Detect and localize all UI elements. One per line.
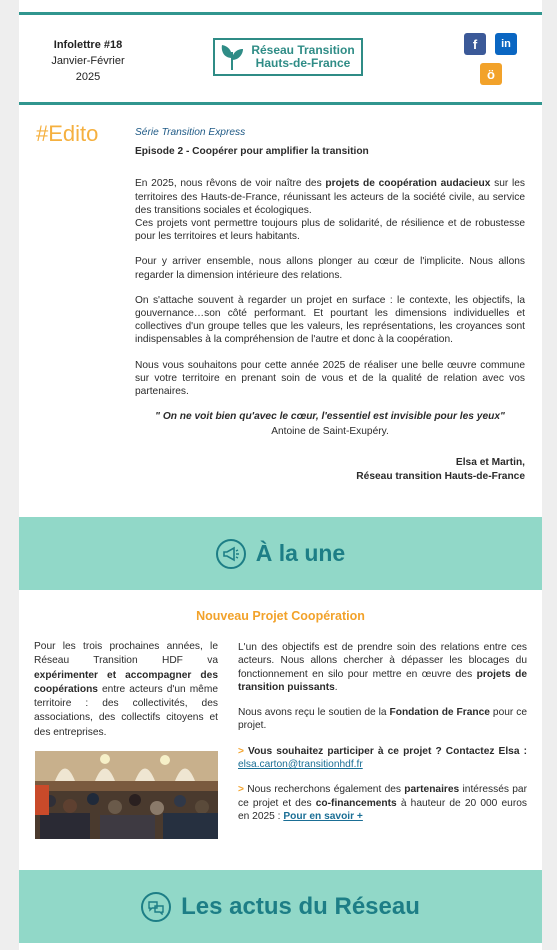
episode-title: Episode 2 - Coopérer pour amplifier la transition (135, 146, 369, 158)
edito-paragraph-3: On s'attache souvent à regarder un projet en surface : le contexte, les objectifs, la gouvernance…son côté performant. Et pourtant les dimensions individuelles et collectives d'un groupe telles que les valeurs, les représentations, les croyances sont indispensables à la compréhension de l'autre et donc à la coopération. (135, 294, 525, 346)
odnoklassniki-icon[interactable]: ö (480, 63, 502, 85)
quote: " On ne voit bien qu'avec le cœur, l'essentiel est invisible pour les yeux" (155, 411, 505, 423)
project-paragraph-2: Nous avons reçu le soutien de la Fondation de France pour ce projet. (238, 707, 528, 732)
linkedin-icon[interactable]: in (495, 33, 517, 55)
section-title: Les actus du Réseau (181, 892, 420, 920)
signature-names: Elsa et Martin, (455, 456, 525, 468)
logo-line-1: Réseau Transition (251, 43, 355, 57)
project-photo (35, 751, 218, 839)
signature (135, 456, 525, 484)
issue-number: Infolettre #18 (53, 39, 123, 51)
project-details (238, 641, 527, 835)
contact-email-link[interactable]: elsa.carton@transitionhdf.fr (238, 759, 363, 771)
section-header-actus (19, 870, 542, 943)
chevron-right-icon: > (238, 784, 244, 796)
chevron-right-icon: > (238, 745, 244, 757)
edito-section (135, 126, 525, 484)
project-intro: Pour les trois prochaines années, le Réseau Transition HDF va expérimenter et accompagner des coopérations entre acteurs d'un même territoire : des collectivités, des associations, des collectifs citoyens et des entreprises. (34, 641, 218, 738)
project-paragraph-1: L'un des objectifs est de prendre soin des relations entre ces acteurs. Nous allons chercher à dépasser les blocages du fonctionnement en silo pour mettre en œuvre des projets de transition puissants. (238, 642, 528, 693)
edito-paragraph-1: En 2025, nous rêvons de voir naître des projets de coopération audacieux sur les territoires des Hauts-de-France, réunissant les acteurs de la société civile, au service des transitions sociales et écologiques. Ces projets vont permettre toujours plus de solidarité, de résilience et de robustesse pour les territoires et leurs habitants. (135, 178, 525, 243)
logo-line-2: Hauts-de-France (255, 56, 351, 70)
issue-period: Janvier-Février (51, 55, 125, 67)
facebook-icon[interactable]: f (464, 33, 486, 55)
project-title: Nouveau Projet Coopération (196, 609, 365, 623)
signature-org: Réseau transition Hauts-de-France (356, 470, 525, 482)
leaf-icon (219, 42, 245, 72)
issue-year: 2025 (75, 71, 101, 83)
series-label: Série Transition Express (135, 127, 246, 138)
megaphone-icon (216, 539, 246, 569)
logo-text (245, 44, 361, 70)
edito-tag: #Edito (36, 121, 99, 146)
learn-more-link[interactable]: Pour en savoir + (283, 810, 363, 822)
issue-info (29, 37, 147, 85)
project-partners: > Nous recherchons également des partenaires intéressés par ce projet et des co-financements à hauteur de 20 000 euros en 2025 : Pour en savoir + (238, 784, 527, 822)
section-header-a-la-une (19, 517, 542, 590)
chat-bubbles-icon (141, 892, 171, 922)
edito-paragraph-2: Pour y arriver ensemble, nous allons plonger au cœur de l'implicite. Nous allons regarder la dimension intérieure des relations. (135, 256, 525, 281)
header-divider (19, 102, 542, 105)
quote-author: Antoine de Saint-Exupéry. (271, 426, 389, 438)
section-title: À la une (255, 540, 346, 566)
edito-paragraph-4: Nous vous souhaitons pour cette année 2025 de réaliser une belle œuvre commune sur votre territoire en prenant soin de vous et de la qualité de relation avec vos partenaires. (135, 359, 525, 398)
reseau-transition-logo[interactable] (213, 38, 363, 76)
project-contact: > Vous souhaitez participer à ce projet ? Contactez Elsa : elsa.carton@transitionhdf.fr (238, 745, 527, 771)
top-divider (19, 12, 542, 15)
newsletter (19, 0, 542, 950)
